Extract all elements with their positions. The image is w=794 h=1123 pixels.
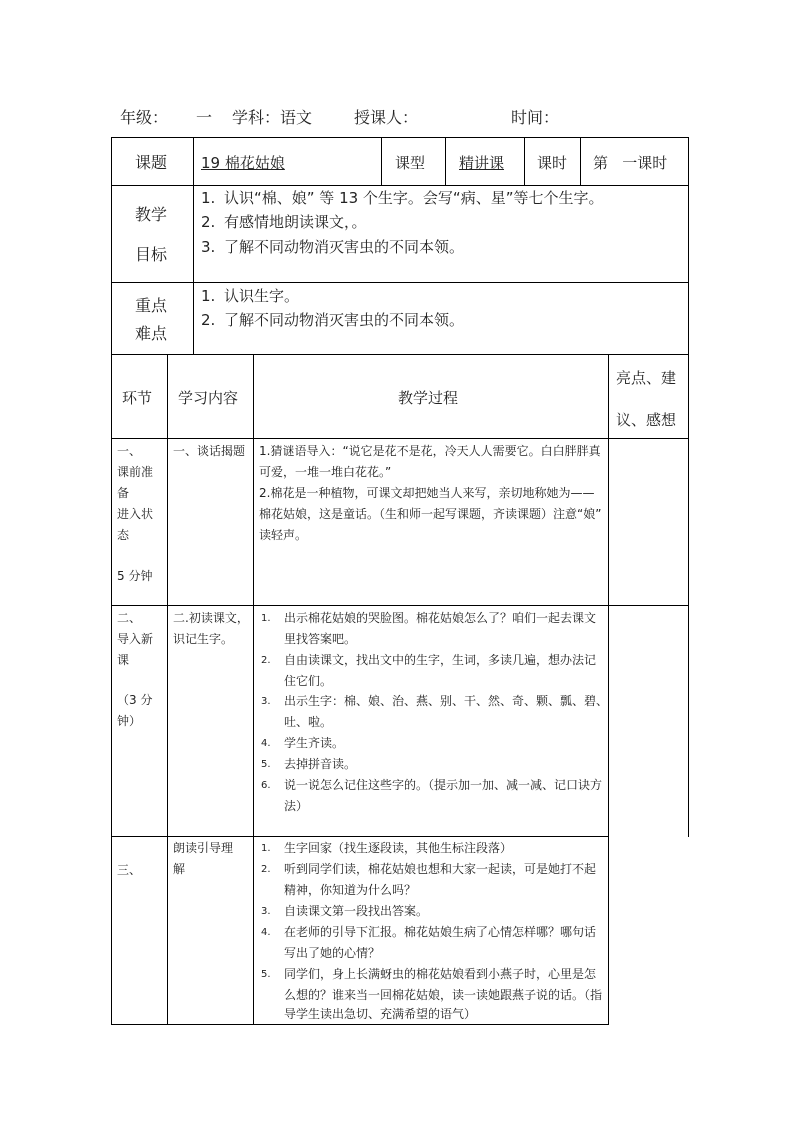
item-line: 去掉拼音读。 (284, 757, 357, 771)
col-header-process: 教学过程 (398, 389, 459, 407)
item-number: 3. (261, 906, 271, 917)
item-line: 同学们，身上长满蚜虫的棉花姑娘看到小燕子时，心里是怎 (284, 967, 597, 981)
item-line: 写出了她的心情？ (284, 946, 381, 960)
content-cell: 一、谈话揭题 (173, 444, 246, 458)
item-line: 住它们。 (284, 674, 333, 688)
item-number: 1. (261, 613, 271, 624)
item-line: 吐、啦。 (284, 715, 333, 729)
item-line: 自读课文第一段找出答案。 (284, 904, 429, 918)
item-number: 2. (261, 655, 271, 666)
item-number: 4. (261, 738, 271, 749)
process-line: 2.棉花是一种植物，可课文却把她当人来写，亲切地称她为—— (259, 486, 595, 500)
key-point-text: 认识生字。 (224, 287, 300, 305)
item-line: 说一说怎么记住这些字的。（提示加一加、减一减、记口诀方 (284, 778, 603, 792)
subject-label: 学科：语文 (232, 108, 313, 127)
goal-number: 2. (201, 213, 216, 231)
col-header-content: 学习内容 (178, 389, 239, 407)
content-line: 解 (173, 862, 186, 876)
stage-line: 进入状 (117, 507, 154, 521)
content-line: 识记生字。 (173, 632, 234, 646)
item-line: 么想的？谁来当一回棉花姑娘，读一读她跟燕子说的话。（指 (284, 988, 603, 1002)
goals-label-top: 教学 (135, 205, 168, 224)
col-header-notes-bottom: 议、感想 (616, 411, 677, 429)
period-label: 课时 (537, 154, 568, 172)
goal-text: 了解不同动物消灭害虫的不同本领。 (224, 238, 465, 256)
item-number: 4. (261, 927, 271, 938)
key-label-bottom: 难点 (135, 324, 168, 343)
type-value: 精讲课 (459, 154, 505, 172)
col-header-notes-top: 亮点、建 (616, 369, 677, 387)
stage-cell: 三、 (117, 863, 142, 877)
goals-label-bottom: 目标 (135, 245, 168, 264)
item-line: 学生齐读。 (284, 736, 345, 750)
time-label: 时间： (511, 108, 560, 127)
goal-text: 认识“棉、娘” 等 13 个生字。会写“病、星”等七个生字。 (224, 189, 604, 207)
period-value: 第 一课时 (593, 154, 668, 172)
stage-time: 5 分钟 (117, 569, 153, 583)
key-point-text: 了解不同动物消灭害虫的不同本领。 (224, 311, 465, 329)
item-number: 1. (261, 843, 271, 854)
item-line: 精神，你知道为什么吗？ (284, 883, 417, 897)
process-line: 棉花姑娘，这是童话。（生和师一起写课题，齐读课题）注意“娘” (259, 507, 602, 521)
goal-text: 有感情地朗读课文，。 (224, 213, 367, 231)
stage-line: 备 (117, 486, 130, 500)
content-line: 朗读引导理 (173, 841, 234, 855)
key-point-number: 1. (201, 287, 216, 305)
process-line: 1.猜谜语导入：“说它是花不是花，冷天人人需要它。白白胖胖真 (259, 444, 601, 458)
teacher-label: 授课人： (354, 108, 419, 127)
goal-number: 3. (201, 238, 216, 256)
stage-line: 钟） (117, 714, 142, 728)
stage-line: （3 分 (117, 693, 153, 707)
item-number: 5. (261, 759, 271, 770)
grade-label: 年级： (120, 108, 169, 127)
stage-line: 态 (117, 528, 130, 542)
stage-line: 导入新 (117, 632, 154, 646)
process-line: 可爱，一堆一堆白花花。” (259, 465, 392, 479)
type-label: 课型 (395, 154, 426, 172)
item-line: 法） (284, 799, 309, 813)
item-line: 生字回家（找生逐段读，其他生标注段落） (284, 841, 513, 855)
goal-number: 1. (201, 189, 216, 207)
key-point-number: 2. (201, 311, 216, 329)
item-line: 出示生字：棉、娘、治、燕、别、干、然、奇、颗、瓢、碧、 (284, 694, 609, 708)
item-line: 出示棉花姑娘的哭脸图。棉花姑娘怎么了？咱们一起去课文 (284, 611, 597, 625)
stage-line: 课 (117, 653, 130, 667)
item-number: 3. (261, 696, 271, 707)
item-line: 听到同学们读，棉花姑娘也想和大家一起读，可是她打不起 (284, 862, 597, 876)
item-line: 导学生读出急切、充满希望的语气） (284, 1007, 477, 1021)
topic-value: 19 棉花姑娘 (201, 154, 285, 172)
item-line: 里找答案吧。 (284, 632, 357, 646)
content-line: 二.初读课文， (173, 611, 249, 625)
process-line: 读轻声。 (259, 528, 308, 542)
item-line: 在老师的引导下汇报。棉花姑娘生病了心情怎样哪？哪句话 (284, 925, 597, 939)
item-number: 5. (261, 969, 271, 980)
key-label-top: 重点 (135, 296, 168, 315)
stage-line: 二、 (117, 611, 142, 625)
stage-line: 一、 (117, 444, 142, 458)
stage-line: 课前准 (117, 465, 154, 479)
item-line: 自由读课文，找出文中的生字，生词，多读几遍，想办法记 (284, 653, 597, 667)
item-number: 6. (261, 780, 271, 791)
grade-value: 一 (196, 108, 213, 127)
topic-label: 课题 (135, 153, 168, 172)
col-header-stage: 环节 (122, 389, 153, 407)
item-number: 2. (261, 864, 271, 875)
